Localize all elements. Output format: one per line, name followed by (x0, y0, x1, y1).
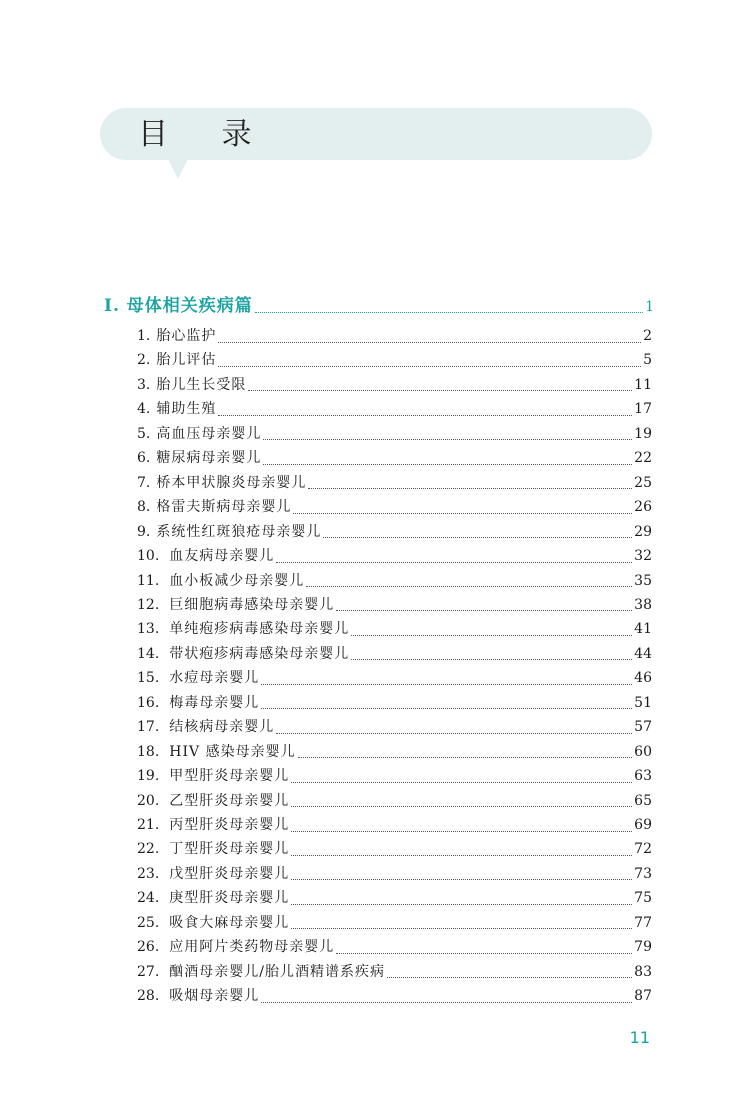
toc-entry[interactable] (137, 666, 652, 690)
toc-entry-page: 26 (634, 499, 652, 516)
toc-entry[interactable] (137, 446, 652, 470)
toc-entry-page: 32 (634, 548, 652, 565)
leader-dots (323, 525, 632, 538)
leader-dots (261, 672, 632, 685)
leader-dots (218, 330, 641, 343)
leader-dots (291, 794, 632, 807)
toc-entry-title: 吸烟母亲婴儿 (169, 988, 260, 1005)
toc-entry-page: 22 (634, 450, 652, 467)
title-banner-tail (168, 159, 188, 179)
toc-entry-page: 2 (643, 328, 652, 344)
toc-entry-title: 系统性红斑狼疮母亲婴儿 (156, 523, 322, 540)
toc-entry-number: 7. (137, 474, 151, 491)
toc-entry-title: 梅毒母亲婴儿 (169, 694, 260, 711)
leader-dots (218, 403, 632, 416)
toc-entry-page: 29 (634, 523, 652, 540)
toc-entry-title: 丁型肝炎母亲婴儿 (169, 841, 290, 858)
leader-dots (291, 843, 632, 856)
toc-entry[interactable] (137, 520, 652, 544)
toc-entry-page: 73 (634, 865, 652, 882)
toc-entry-title: 血友病母亲婴儿 (169, 548, 275, 565)
toc-entry-number: 4. (137, 401, 151, 418)
toc-entry-title: 乙型肝炎母亲婴儿 (169, 792, 290, 809)
toc-entry-page: 38 (634, 596, 652, 613)
toc-entry-number: 22. (137, 841, 160, 858)
toc-entry-page: 75 (634, 890, 652, 907)
toc-entry-title: HIV 感染母亲婴儿 (169, 743, 296, 760)
toc-entry-page: 83 (634, 963, 652, 980)
toc-entry-title: 血小板减少母亲婴儿 (169, 572, 305, 589)
toc-entry[interactable] (137, 495, 652, 519)
toc-entry-page: 51 (634, 694, 652, 711)
toc-entry-number: 23. (137, 865, 160, 882)
toc-entry-number: 9. (137, 523, 151, 540)
leader-dots (336, 598, 632, 611)
toc-entry-page: 19 (634, 425, 652, 442)
toc-entry-title: 高血压母亲婴儿 (156, 425, 262, 442)
toc-entry-number: 13. (137, 621, 160, 638)
toc-entry-number: 5. (137, 425, 151, 442)
leader-dots (351, 647, 632, 660)
toc-entry-number: 2. (137, 352, 151, 369)
toc-entry-page: 72 (634, 841, 652, 858)
toc-entry[interactable] (137, 740, 652, 764)
toc-entry-number: 8. (137, 499, 151, 516)
toc-entry-page: 79 (634, 939, 652, 956)
leader-dots (261, 696, 632, 709)
toc-entry-number: 11. (137, 572, 160, 589)
toc-section-heading[interactable] (104, 294, 654, 318)
toc-entry[interactable] (137, 397, 652, 421)
leader-dots (248, 378, 632, 391)
toc-entry[interactable] (137, 715, 652, 739)
toc-entry-page: 11 (634, 376, 652, 393)
toc-entry[interactable] (137, 984, 652, 1008)
toc-entry[interactable] (137, 960, 652, 984)
toc-entry-title: 辅助生殖 (156, 401, 217, 418)
leader-dots (298, 745, 633, 758)
leader-dots (387, 965, 632, 978)
toc-entry-title: 单纯疱疹病毒感染母亲婴儿 (169, 621, 350, 638)
toc-entry[interactable] (137, 813, 652, 837)
toc-entry-number: 14. (137, 645, 160, 662)
toc-entry-number: 27. (137, 963, 160, 980)
toc-entry-title: 水痘母亲婴儿 (169, 670, 260, 687)
toc-entry-number: 6. (137, 450, 151, 467)
toc-entry-page: 77 (634, 914, 652, 931)
toc-entry-page: 60 (634, 743, 652, 760)
toc-entry-number: 1. (137, 328, 151, 344)
leader-dots (291, 819, 632, 832)
toc-entry-title: 糖尿病母亲婴儿 (156, 450, 262, 467)
leader-dots (291, 770, 632, 783)
leader-dots (291, 916, 632, 929)
toc-entry-number: 28. (137, 988, 160, 1005)
toc-entry-title: 结核病母亲婴儿 (169, 719, 275, 736)
toc-entry-number: 20. (137, 792, 160, 809)
leader-dots (261, 990, 632, 1003)
toc-entry-page: 63 (634, 768, 652, 785)
toc-entry-number: 15. (137, 670, 160, 687)
toc-entry[interactable] (137, 911, 652, 935)
toc-entry-number: 10. (137, 548, 160, 565)
toc-entry[interactable] (137, 544, 652, 568)
toc-entry[interactable] (137, 569, 652, 593)
toc-entry-title: 吸食大麻母亲婴儿 (169, 914, 290, 931)
section-page: 1 (645, 299, 654, 315)
toc-entry-page: 65 (634, 792, 652, 809)
leader-dots (291, 867, 632, 880)
toc-entry[interactable] (137, 837, 652, 861)
footer-page-number: 11 (629, 1028, 650, 1047)
toc-entry-number: 12. (137, 596, 160, 613)
toc-entry-number: 24. (137, 890, 160, 907)
toc-entry[interactable] (137, 348, 652, 372)
toc-entry-number: 3. (137, 376, 151, 393)
toc-entry-number: 25. (137, 914, 160, 931)
toc-entry-page: 35 (634, 572, 652, 589)
leader-dots (351, 623, 632, 636)
toc-entry[interactable] (137, 642, 652, 666)
toc-entry[interactable] (137, 617, 652, 641)
toc-entry[interactable] (137, 422, 652, 446)
leader-dots (255, 300, 643, 313)
toc-entry[interactable] (137, 886, 652, 910)
toc-entry-title: 胎儿评估 (156, 352, 217, 369)
toc-entry[interactable] (137, 324, 652, 348)
leader-dots (291, 892, 632, 905)
page-title: 目 录 (138, 117, 274, 152)
toc-entry-title: 胎心监护 (156, 328, 217, 344)
leader-dots (263, 427, 632, 440)
toc-entry-page: 87 (634, 988, 652, 1005)
toc-entry-title: 巨细胞病毒感染母亲婴儿 (169, 596, 335, 613)
toc-entry-title: 应用阿片类药物母亲婴儿 (169, 939, 335, 956)
toc-entry[interactable] (137, 789, 652, 813)
toc-entry-page: 46 (634, 670, 652, 687)
toc-entry-page: 57 (634, 719, 652, 736)
toc-entry-title: 庚型肝炎母亲婴儿 (169, 890, 290, 907)
leader-dots (263, 452, 632, 465)
toc-entry-number: 18. (137, 743, 160, 760)
leader-dots (218, 354, 641, 367)
toc-entry[interactable] (137, 691, 652, 715)
leader-dots (336, 941, 632, 954)
toc-entry-page: 69 (634, 817, 652, 833)
leader-dots (308, 476, 632, 489)
toc-entry-title: 酗酒母亲婴儿/胎儿酒精谱系疾病 (169, 963, 385, 980)
toc-entry-number: 17. (137, 719, 160, 736)
toc-entry[interactable] (137, 471, 652, 495)
toc-entry-title: 桥本甲状腺炎母亲婴儿 (156, 474, 307, 491)
toc-entry-number: 19. (137, 768, 160, 785)
leader-dots (276, 550, 632, 563)
toc-entry-title: 丙型肝炎母亲婴儿 (169, 817, 290, 833)
toc-entry-page: 5 (643, 352, 652, 369)
toc-entry-number: 21. (137, 817, 160, 833)
toc-entry[interactable] (137, 373, 652, 397)
section-title: Ⅰ. 母体相关疾病篇 (104, 296, 253, 316)
toc-entry-number: 16. (137, 694, 160, 711)
leader-dots (293, 501, 632, 514)
toc-entry-page: 44 (634, 645, 652, 662)
toc-entry-title: 胎儿生长受限 (156, 376, 247, 393)
toc-entry-title: 甲型肝炎母亲婴儿 (169, 768, 290, 785)
toc-entry-page: 41 (634, 621, 652, 638)
toc-entry[interactable] (137, 593, 652, 617)
toc-entry-title: 带状疱疹病毒感染母亲婴儿 (169, 645, 350, 662)
toc-entry-title: 戊型肝炎母亲婴儿 (169, 865, 290, 882)
toc-entry-page: 17 (634, 401, 652, 418)
leader-dots (306, 574, 632, 587)
toc-entry-title: 格雷夫斯病母亲婴儿 (156, 499, 292, 516)
leader-dots (276, 721, 632, 734)
toc-entry[interactable] (137, 935, 652, 959)
toc-entry-number: 26. (137, 939, 160, 956)
toc-entry[interactable] (137, 764, 652, 788)
toc-entry[interactable] (137, 862, 652, 886)
toc-entry-page: 25 (634, 474, 652, 491)
